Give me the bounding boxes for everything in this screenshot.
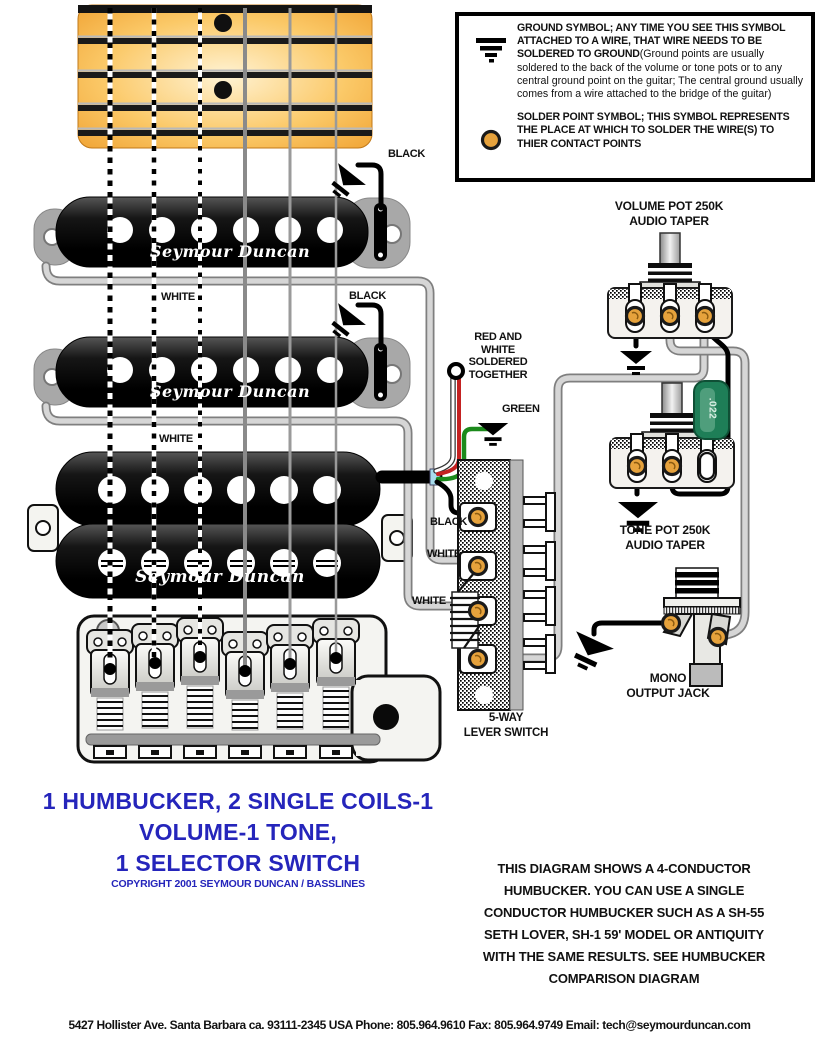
jack-ground-wire <box>594 623 666 634</box>
humbucker-black-label: BLACK <box>430 516 467 528</box>
fret-marker-dot <box>214 14 232 32</box>
copyright-text: COPYRIGHT 2001 SEYMOUR DUNCAN / BASSLINES <box>111 878 365 890</box>
middle-white-label: WHITE <box>159 433 193 445</box>
ground-symbol-body: (Ground points are usually soldered to the back of the volume or tone pots or to any central ground point on the guitar; The central ground usually comes from a wire attached to the bridge of the guitar) <box>517 48 804 101</box>
tone-pot-label: TONE POT 250K AUDIO TAPER <box>619 523 711 552</box>
bridge-mount-hole <box>373 704 399 730</box>
fretboard <box>78 5 372 148</box>
red-white-label: RED AND WHITE SOLDERED TOGETHER <box>468 331 528 381</box>
ground-symbol-heading: GROUND SYMBOL; ANY TIME YOU SEE THIS SYMBOL ATTACHED TO A WIRE, THAT WIRE NEEDS TO BE SOLDERED TO GROUND <box>517 22 786 61</box>
footer-address: 5427 Hollister Ave. Santa Barbara ca. 93111-2345 USA Phone: 805.964.9610 Fax: 805.964.9749 Email: tech@seymourduncan.com <box>68 1018 751 1032</box>
middle-pickup-logo: Seymour Duncan <box>149 382 311 401</box>
humbucker-white-conductor <box>436 378 453 471</box>
output-jack <box>663 568 741 686</box>
humbucker-note: THIS DIAGRAM SHOWS A 4-CONDUCTOR HUMBUCKER. YOU CAN USE A SINGLE CONDUCTOR HUMBUCKER SUCH AS A SH-55 SETH LOVER, SH-1 59' MODEL OR ANTIQUITY WITH THE SAME RESULTS. SEE HUMBUCKER COMPARISON DIAGRAM <box>482 861 766 986</box>
bridge-assembly <box>78 616 440 762</box>
capacitor-value-label: .022 <box>706 397 718 420</box>
volume-pot-label: VOLUME POT 250K AUDIO TAPER <box>614 199 724 228</box>
humbucker-red-conductor <box>438 378 459 474</box>
solder-point-text: SOLDER POINT SYMBOL; THIS SYMBOL REPRESENTS THE PLACE AT WHICH TO SOLDER THE WIRE(S) TO THIER CONTACT POINTS <box>517 111 790 150</box>
neck-pickup-logo: Seymour Duncan <box>149 242 311 261</box>
five-way-lever-switch <box>450 460 555 710</box>
humbucker-logo: Seymour Duncan <box>135 567 305 587</box>
ground-symbol-text <box>517 22 807 101</box>
solder-point-icon <box>471 128 511 154</box>
switch-white-upper-label: WHITE <box>427 548 461 560</box>
neck-black-label: BLACK <box>388 148 425 160</box>
legend-box <box>455 12 815 182</box>
switch-white-lower-label: WHITE <box>412 595 446 607</box>
switch-label: 5-WAY LEVER SWITCH <box>463 712 549 739</box>
fret-marker-dot <box>214 81 232 99</box>
middle-black-label: BLACK <box>349 290 386 302</box>
ground-symbol-icon <box>471 32 511 68</box>
green-label: GREEN <box>502 403 540 415</box>
output-jack-label: MONO OUTPUT JACK <box>626 671 710 700</box>
neck-white-label: WHITE <box>161 291 195 303</box>
diagram-title: 1 HUMBUCKER, 2 SINGLE COILS-1 VOLUME-1 TONE, 1 SELECTOR SWITCH <box>42 788 434 876</box>
volume-pot <box>608 233 732 338</box>
